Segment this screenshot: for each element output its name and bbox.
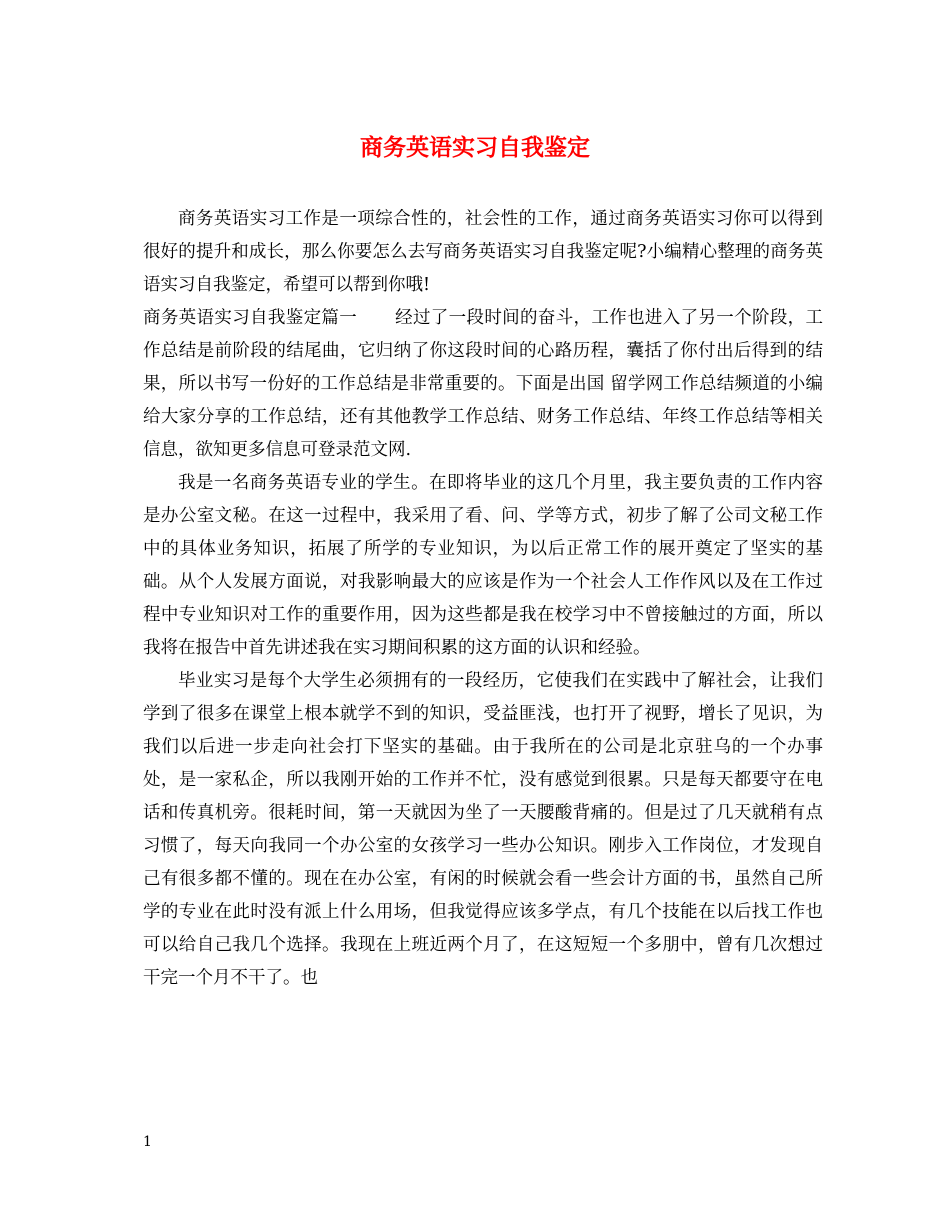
document-body	[143, 203, 823, 995]
body-paragraph-1: 我是一名商务英语专业的学生。在即将毕业的这几个月里，我主要负责的工作内容是办公室文秘。在这一过程中，我采用了看、问、学等方式，初步了解了公司文秘工作中的具体业务知识，拓展了所学的专业知识，为以后正常工作的展开奠定了坚实的基础。从个人发展方面说，对我影响最大的应该是作为一个社会人工作作风以及在工作过程中专业知识对工作的重要作用，因为这些都是我在校学习中不曾接触过的方面，所以我将在报告中首先讲述我在实习期间积累的这方面的认识和经验。	[143, 473, 823, 658]
document-title: 商务英语实习自我鉴定	[360, 134, 590, 161]
section-paragraph	[143, 302, 823, 467]
section-heading: 商务英语实习自我鉴定篇一	[143, 308, 358, 328]
body-paragraph-2: 毕业实习是每个大学生必须拥有的一段经历，它使我们在实践中了解社会，让我们学到了很多在课堂上根本就学不到的知识，受益匪浅，也打开了视野，增长了见识，为我们以后进一步走向社会打下坚实的基础。由于我所在的公司是北京驻乌的一个办事处，是一家私企，所以我刚开始的工作并不忙，没有感觉到很累。只是每天都要守在电话和传真机旁。很耗时间，第一天就因为坐了一天腰酸背痛的。但是过了几天就稍有点习惯了，每天向我同一个办公室的女孩学习一些办公知识。刚步入工作岗位，才发现自己有很多都不懂的。现在在办公室，有闲的时候就会看一些会计方面的书，虽然自己所学的专业在此时没有派上什么用场，但我觉得应该多学点，有几个技能在以后找工作也可以给自己我几个选择。我现在上班近两个月了，在这短短一个多朋中，曾有几次想过干完一个月不干了。也	[143, 671, 823, 988]
intro-paragraph: 商务英语实习工作是一项综合性的，社会性的工作，通过商务英语实习你可以得到很好的提升和成长，那么你要怎么去写商务英语实习自我鉴定呢?小编精心整理的商务英语实习自我鉴定，希望可以帮到你哦!	[143, 209, 823, 295]
page-number: 1	[143, 1134, 152, 1150]
section-text: 经过了一段时间的奋斗，工作也进入了另一个阶段，工作总结是前阶段的结尾曲，它归纳了你这段时间的心路历程，囊括了你付出后得到的结果，所以书写一份好的工作总结是非常重要的。下面是出国 留学网工作总结频道的小编给大家分享的工作总结，还有其他教学工作总结、财务工作总结、年终工作总结等相关信息，欲知更多信息可登录范文网.	[143, 308, 824, 460]
